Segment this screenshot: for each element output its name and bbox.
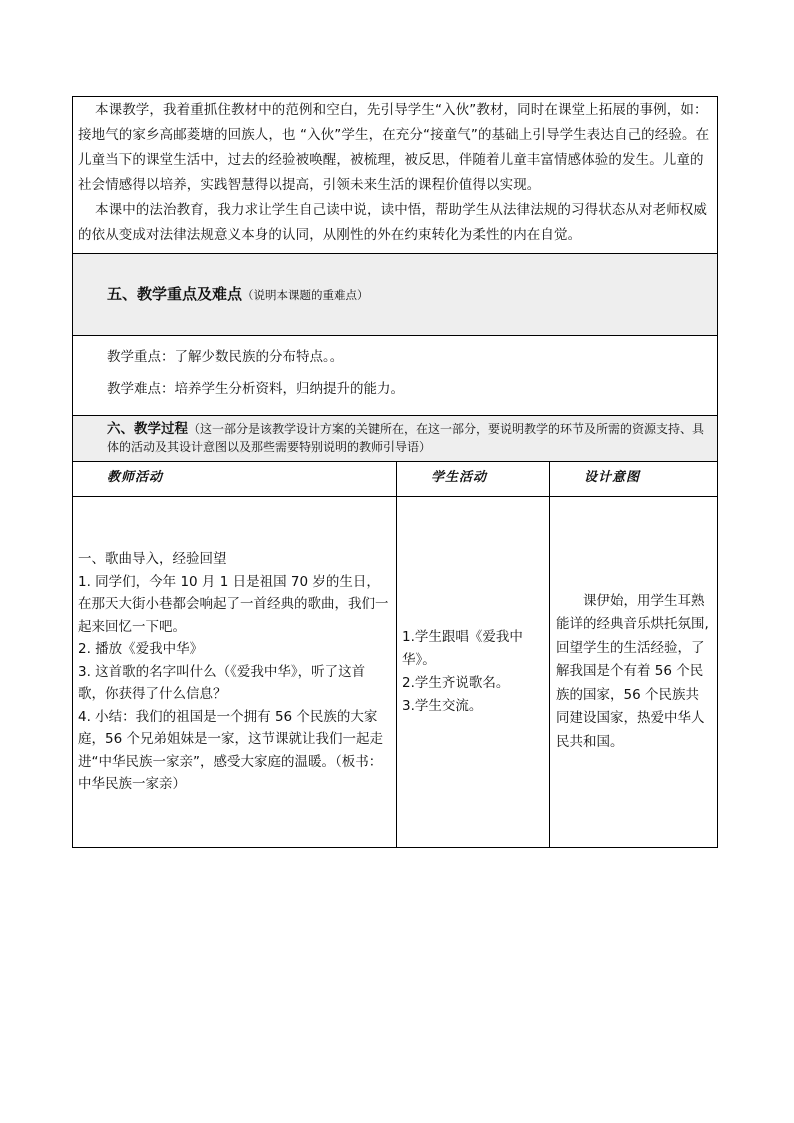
difficulty-text: 教学难点：培养学生分析资料，归纳提升的能力。 <box>107 381 404 397</box>
reflection-cell <box>73 97 718 254</box>
teacher-step-heading: 一、歌曲导入，经验回望 <box>78 551 227 568</box>
teacher-step-2: 2. 播放《爱我中华》 <box>78 641 204 658</box>
design-intent-cell <box>550 497 718 848</box>
teacher-step-1: 1. 同学们，今年 10 月 1 日是祖国 70 岁的生日，在那天大街小巷都会响起了一首经典的歌曲，我们一起来回忆一下吧。 <box>78 573 389 635</box>
student-step-1: 1.学生跟唱《爱我中华》。 <box>402 629 523 668</box>
keypoints-row <box>73 336 718 416</box>
student-step-2: 2.学生齐说歌名。 <box>402 675 510 691</box>
reflection-paragraph-2: 本课中的法治教育，我力求让学生自己读中说，读中悟，帮助学生从法律法规的习得状态从对老师权威的依从变成对法律法规意义本身的认同，从刚性的外在约束转化为柔性的内在自觉。 <box>78 202 707 243</box>
teacher-step-3: 3. 这首歌的名字叫什么（《爱我中华》，听了这首歌，你获得了什么信息？ <box>78 663 366 703</box>
section5-heading <box>73 284 717 305</box>
student-activity-cell <box>397 497 550 848</box>
lesson-plan-table <box>72 96 718 848</box>
keypoints-cell <box>73 336 718 416</box>
design-intent-text: 课伊始，用学生耳熟能详的经典音乐烘托氛围,回望学生的生活经验，了解我国是个有着 56 个民族的国家，56 个民族共同建设国家，热爱中华人民共和国。 <box>556 592 709 750</box>
key-point-text: 教学重点：了解少数民族的分布特点。。 <box>107 349 344 365</box>
design-column-header: 设计意图 <box>550 462 718 497</box>
section6-title: 六、教学过程 <box>107 421 188 437</box>
section6-header-cell <box>73 416 718 462</box>
section5-title: 五、教学重点及难点 <box>107 285 243 303</box>
section5-header-cell <box>73 254 718 336</box>
reflection-paragraph-1: 本课教学，我着重抓住教材中的范例和空白，先引导学生“入伙”教材，同时在课堂上拓展的事例，如：接地气的家乡高邮菱塘的回族人，也 “入伙”学生，在充分“接童气”的基础上引导学生表达自己的经验。在儿童当下的课堂生活中，过去的经验被唤醒，被梳理，被反思，伴随着儿童丰富情感体验的发生。儿童的社会情感得以培养，实践智慧得以提高，引领未来生活的课程价值得以实现。 <box>78 102 710 193</box>
reflection-row <box>73 97 718 254</box>
column-header-row <box>73 462 718 497</box>
section5-header-row <box>73 254 718 336</box>
teacher-step-4: 4. 小结：我们的祖国是一个拥有 56 个民族的大家庭，56 个兄弟姐妹是一家，这节课就让我们一起走进“中华民族一家亲”，感受大家庭的温暖。（板书：中华民族一家亲） <box>78 708 383 793</box>
section6-header-row <box>73 416 718 462</box>
teacher-column-header: 教师活动 <box>73 462 397 497</box>
teacher-activity-cell <box>73 497 397 848</box>
section5-note: （说明本课题的重难点） <box>242 288 369 302</box>
student-step-3: 3.学生交流。 <box>402 698 483 714</box>
process-body-row <box>73 497 718 848</box>
student-column-header: 学生活动 <box>397 462 550 497</box>
section6-note: （这一部分是该教学设计方案的关键所在，在这一部分，要说明教学的环节及所需的资源支持、具体的活动及其设计意图以及那些需要特别说明的教师引导语） <box>107 422 705 454</box>
